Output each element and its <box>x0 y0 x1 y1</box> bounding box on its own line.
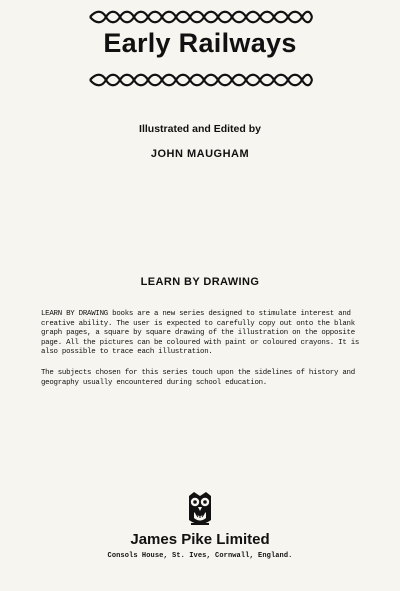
publisher-name: James Pike Limited <box>130 531 270 548</box>
scroll-ornament-icon <box>88 72 314 88</box>
intro-paragraph: LEARN BY DRAWING books are a new series designed to stimulate interest and creative ability. The user is expected to carefully copy out onto the blank graph pages, a square by square drawing of the illustration on the opposite page. All the pictures can be coloured with paint or coloured crayons. It is also possible to trace each illustration. <box>41 310 360 357</box>
owl-logo-icon <box>185 490 215 528</box>
subjects-paragraph: The subjects chosen for this series touch upon the sidelines of history and geography usually encountered during school education. <box>41 369 355 387</box>
scroll-ornament-icon <box>88 9 314 25</box>
publisher-address: Consols House, St. Ives, Cornwall, England. <box>107 552 293 560</box>
series-heading: LEARN BY DRAWING <box>140 276 260 288</box>
book-title: Early Railways <box>103 28 297 58</box>
credit-line: Illustrated and Edited by <box>139 123 261 135</box>
editor-name: JOHN MAUGHAM <box>150 148 250 160</box>
